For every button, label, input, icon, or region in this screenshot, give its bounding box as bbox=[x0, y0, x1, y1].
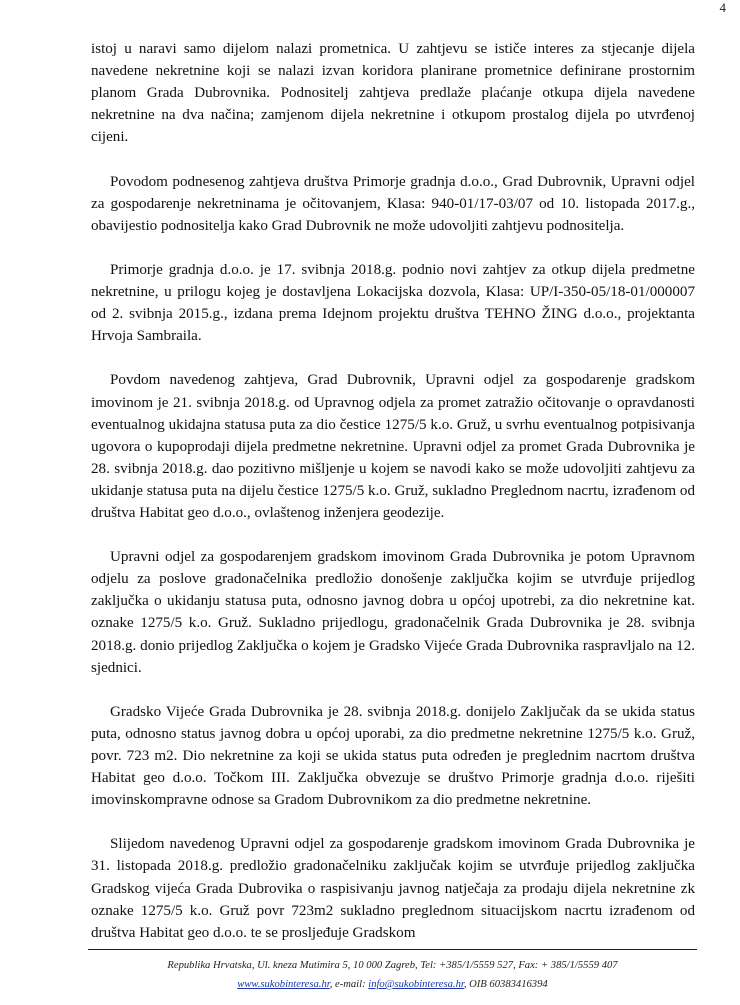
email-label: , e-mail: bbox=[329, 979, 369, 990]
paragraph-3: Primorje gradnja d.o.o. je 17. svibnja 2018.g. podnio novi zahtjev za otkup dijela predmetne nekretnine, u prilogu kojeg je dostavljena Lokacijska dozvola, Klasa: UP/I-350-05/18-01/000007 od 2. svibnja 2015.g., izdana prema Idejnom projektu društva TEHNO ŽING d.o.o., projektanta Hrvoja Sambraila. bbox=[91, 261, 695, 345]
website-link[interactable]: www.sukobinteresa.hr bbox=[237, 979, 330, 990]
paragraph-6: Gradsko Vijeće Grada Dubrovnika je 28. svibnja 2018.g. donijelo Zaključak da se ukida status puta, odnosno status javnog dobra u općoj uporabi, za dio predmetne nekretnine 1275/5 k.o. Gruž, povr. 723 m2. Dio nekretnine za koji se ukida status puta određen je preglednim nacrtom društva Habitat geo d.o.o. Točkom III. Zaključka obvezuje se društvo Primorje gradnja d.o.o. riješiti imovinskompravne odnose sa Gradom Dubrovnikom za dio predmetne nekretnine. bbox=[91, 703, 695, 809]
footer-contact bbox=[88, 975, 697, 994]
email-link[interactable]: info@sukobinteresa.hr bbox=[368, 979, 464, 990]
page-number: 4 bbox=[719, 0, 726, 15]
oib-text: , OIB 60383416394 bbox=[463, 979, 548, 990]
paragraph-5: Upravni odjel za gospodarenjem gradskom imovinom Grada Dubrovnika je potom Upravnom odjelu za poslove gradonačelnika predložio donošenje zaključka kojim se utvrđuje prijedlog zaključka o ukidanju statusa puta, odnosno javnog dobra u općoj upotrebi, za dio nekretnine kat. oznake 1275/5 k.o. Gruž. Sukladno prijedlogu, gradonačelnik Grada Dubrovnika je 28. svibnja 2018.g. donio prijedlog Zaključka o kojem je Gradsko Vijeće Grada Dubrovnika raspravljalo na 12. sjednici. bbox=[91, 549, 695, 676]
paragraph-1: istoj u naravi samo dijelom nalazi prometnica. U zahtjevu se ističe interes za stjecanje dijela navedene nekretnine koji se nalazi izvan koridora planirane prometnice definirane prostornim planom Grada Dubrovnika. Podnositelj zahtjeva predlaže plaćanje otkupa dijela navedene nekretnine na dva načina; zamjenom dijela nekretnine i otkupom prostalog dijela po utvrđenoj cijeni. bbox=[91, 41, 695, 146]
footer bbox=[88, 956, 697, 994]
footer-divider bbox=[88, 949, 697, 950]
paragraph-2: Povodom podnesenog zahtjeva društva Primorje gradnja d.o.o., Grad Dubrovnik, Upravni odjel za gospodarenje nekretninama je očitovanjem, Klasa: 940-01/17-03/07 od 10. listopada 2017.g., obavijestio podnositelja kako Grad Dubrovnik ne može udovoljiti zahtjevu podnositelja. bbox=[91, 173, 695, 234]
footer-address: Republika Hrvatska, Ul. kneza Mutimira 5, 10 000 Zagreb, Tel: +385/1/5559 527, Fax: + 385/1/5559 407 bbox=[167, 960, 618, 971]
paragraph-4: Povdom navedenog zahtjeva, Grad Dubrovnik, Upravni odjel za gospodarenje gradskom imovinom je 21. svibnja 2018.g. od Upravnog odjela za promet zatražio očitovanje o opravdanosti eventualnog ukidajna statusa puta za dio čestice 1275/5 k.o. Gruž, u svrhu eventualnog potpisivanja ugovora o kupoprodaji dijela predmetne nekretnine. Upravni odjel za promet Grada Dubrovnika je 28. svibnja 2018.g. dao pozitivno mišljenje u kojem se navodi kako se može udovoljiti zahtjevu za ukidanje statusa puta na dijelu čestice 1275/5 k.o. Gruž, sukladno Preglednom nacrtu, izrađenom od društva Habitat geo d.o.o., ovlaštenog inženjera geodezije. bbox=[91, 372, 696, 521]
document-body bbox=[91, 38, 695, 944]
paragraph-7: Slijedom navedenog Upravni odjel za gospodarenje gradskom imovinom Grada Dubrovnika je 31. listopada 2018.g. predložio gradonačelniku zaključak kojim se utvrđuje prijedlog zaključka Gradskog vijeća Grada Dubrovika o raspisivanju javnog natječaja za prodaju dijela nekretnine zk oznake 1275/5 k.o. Gruž povr 723m2 sukladno preglednom situacijskom nacrtu izrađenom od društva Habitat geo d.o.o. te se prosljeđuje Gradskom bbox=[91, 836, 695, 941]
